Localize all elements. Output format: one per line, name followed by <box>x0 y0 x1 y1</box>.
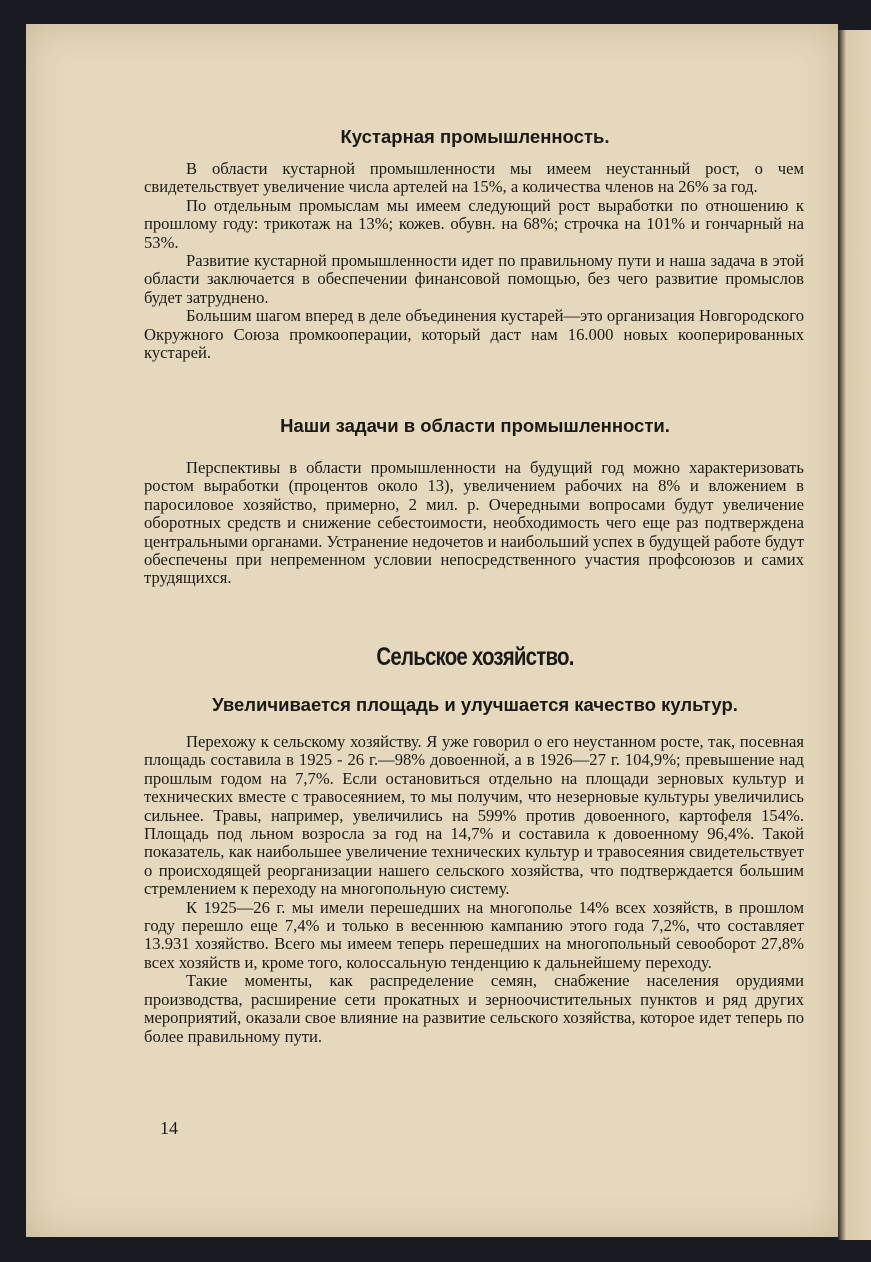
paragraph: Перехожу к сельскому хозяйству. Я уже говорил о его неустанном росте, так, посевная площадь составила в 1925 - 26 г.—98% довоенной, а в 1926—27 г. 104,9%; превышение над прошлым годом на 7,7%. Если остановиться отдельно на площади зерновых культур и технических вместе с травосеянием, то мы получим, что незерновые культуры увеличились сильнее. Травы, например, увеличились на 599% против довоенного, картофеля 154%. Площадь под льном возросла за год на 14,7% и составила к довоенному 96,4%. Такой показатель, как наибольшее увеличение технических культур и травосеяния свидетельствует о происходящей реорганизации нашего сельского хозяйства, что подтверждается большим стремлением к переходу на многопольную систему. <box>144 732 804 899</box>
paragraph: Развитие кустарной промышленности идет по правильному пути и наша задача в этой области заключается в обеспечении финансовой помощью, без чего развитие промыслов будет затруднено. <box>144 251 804 307</box>
paragraph: Большим шагом вперед в деле объединения кустарей—это организация Новгородского Окружного Союза промкооперации, который даст нам 16.000 новых кооперированных кустарей. <box>144 306 804 363</box>
section-heading-tasks: Наши задачи в области промышленности. <box>280 415 670 436</box>
paragraph: По отдельным промыслам мы имеем следующий рост выработки по отношению к прошлому году: трикотаж на 13%; кожев. обувн. на 68%; строчка на 101% и гончарный на 53%. <box>144 195 804 252</box>
section-subheading-agriculture: Увеличивается площадь и улучшается качество культур. <box>212 694 738 715</box>
next-page-edge <box>838 30 871 1240</box>
section-body-tasks <box>144 459 804 588</box>
section-body-agriculture <box>144 733 804 1046</box>
paragraph: Перспективы в области промышленности на будущий год можно характеризовать ростом выработки (процентов около 13), увеличением рабочих на 8% и вложением в паросиловое хозяйство, примерно, 2 мил. р. Очередными вопросами будут увеличение оборотных средств и снижение себестоимости, необходимость чего еще раз подтверждена центральными органами. Устранение недочетов и наибольший успех в будущей работе будут обеспечены при непременном условии непосредственного участия профсоюзов и самих трудящихся. <box>144 458 804 588</box>
paragraph: Такие моменты, как распределение семян, снабжение населения орудиями производства, расширение сети прокатных и зерноочистительных пунктов и ряд других мероприятий, оказали свое влияние на развитие сельского хозяйства, которое идет теперь по более правильному пути. <box>144 971 804 1046</box>
page-number: 14 <box>160 1118 178 1138</box>
section-heading-agriculture: Сельское хозяйство. <box>376 643 574 671</box>
section-body-handicraft <box>144 160 804 362</box>
paragraph: В области кустарной промышленности мы имеем неустанный рост, о чем свидетельствует увеличение числа артелей на 15%, а количества членов на 26% за год. <box>144 159 804 197</box>
section-heading-handicraft: Кустарная промышленность. <box>340 126 610 147</box>
paragraph: К 1925—26 г. мы имели перешедших на многополье 14% всех хозяйств, в прошлом году перешло еще 7,4% и только в весеннюю кампанию этого года 7,2%, что составляет 13.931 хозяйство. Всего мы имеем теперь перешедших на многопольный севооборот 27,8% всех хозяйств и, кроме того, колоссальную тенденцию к дальнейшему переходу. <box>144 897 804 972</box>
